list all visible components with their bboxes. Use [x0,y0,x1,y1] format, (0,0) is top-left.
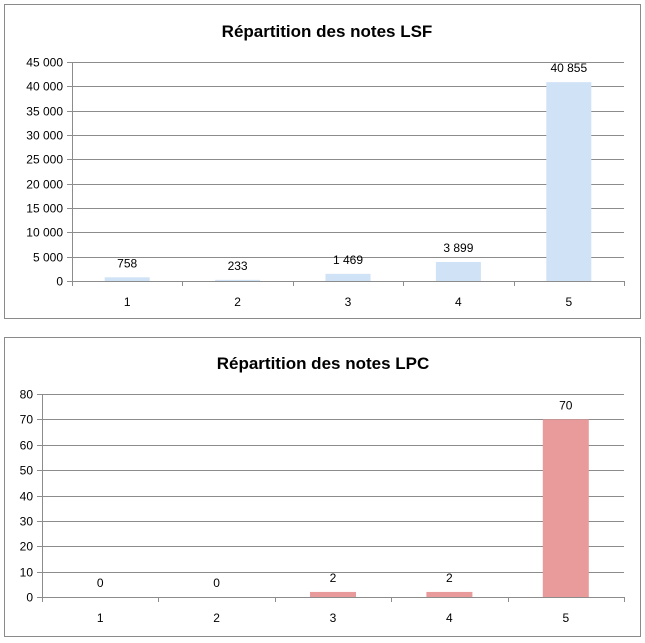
y-tick-label: 70 [19,412,33,427]
bar [436,262,481,281]
y-tick-label: 40 000 [26,79,63,94]
chart-lsf-svg [5,5,642,320]
x-tick-label: 4 [446,611,453,625]
bar [105,277,150,281]
data-label: 3 899 [443,241,474,256]
x-tick-label: 3 [344,295,352,309]
x-tick-label: 1 [96,611,104,625]
chart-title: Répartition des notes LSF [221,22,433,41]
x-tick-label: 5 [562,611,570,625]
x-tick-label: 4 [455,295,462,309]
y-tick-label: 10 [19,565,33,580]
bar [546,82,591,281]
data-label: 70 [559,398,573,413]
y-tick-label: 25 000 [26,152,63,167]
x-tick-label: 3 [329,611,337,625]
y-tick-label: 0 [26,590,33,605]
y-tick-label: 20 000 [26,177,63,192]
y-tick-label: 30 [19,514,33,529]
y-tick-label: 35 000 [26,104,63,119]
y-tick-label: 10 000 [26,225,63,240]
data-label: 2 [329,570,337,585]
bar [543,419,589,597]
chart-title: Répartition des notes LPC [216,354,430,373]
y-tick-label: 0 [56,274,63,289]
x-tick-label: 2 [234,295,241,309]
bar [310,592,356,597]
y-tick-label: 60 [19,438,33,453]
data-label: 40 855 [550,61,588,76]
bar [326,274,371,281]
y-tick-label: 50 [19,463,33,478]
data-label: 2 [446,570,453,585]
x-tick-label: 2 [213,611,220,625]
y-tick-label: 15 000 [26,201,63,216]
bar [426,592,472,597]
data-label: 233 [227,258,248,273]
data-label: 0 [213,576,220,590]
y-tick-label: 40 [19,489,33,504]
chart-lsf [4,4,641,319]
chart-lpc [4,337,641,637]
y-tick-label: 30 000 [26,128,63,143]
y-tick-label: 80 [19,387,33,402]
data-label: 758 [117,256,138,271]
x-tick-label: 5 [565,295,573,309]
y-tick-label: 5 000 [32,250,63,265]
y-tick-label: 20 [19,539,33,554]
data-label: 1 469 [332,252,364,267]
chart-lpc-svg [5,338,642,638]
bar [215,280,260,281]
data-label: 0 [96,576,104,590]
x-tick-label: 1 [123,295,131,309]
y-tick-label: 45 000 [26,55,63,70]
